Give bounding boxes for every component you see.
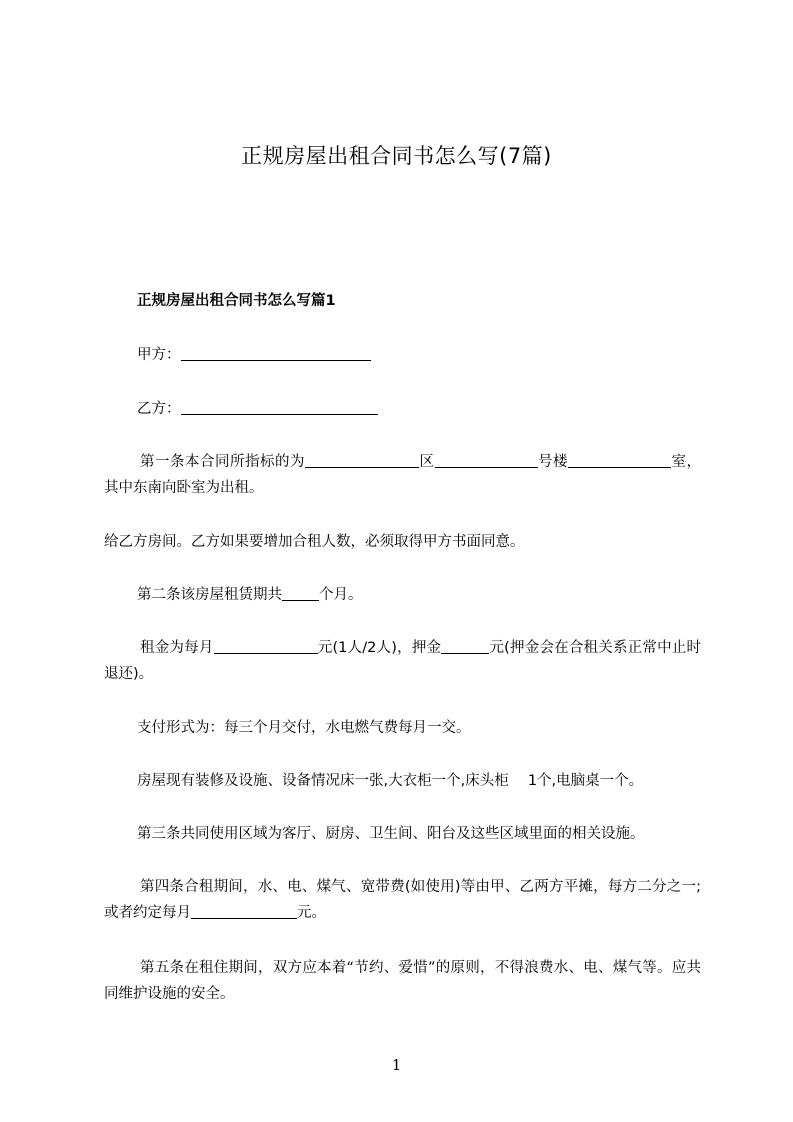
- clause-1-text-1: 第一条本合同所指标的为: [140, 454, 305, 470]
- rent-paragraph: [104, 635, 701, 687]
- page-number: 1: [391, 1056, 402, 1074]
- party-b-line: [137, 396, 734, 422]
- furnishing-paragraph: 房屋现有装修及设施、设备情况床一张,大衣柜一个,床头柜 1个,电脑桌一个。: [137, 773, 644, 789]
- clause-2-text: 第二条该房屋租赁期共: [137, 587, 282, 603]
- clause-3-paragraph: 第三条共同使用区域为客厅、厨房、卫生间、阳台及这些区域里面的相关设施。: [137, 826, 645, 842]
- clause-1-text-2: 区: [419, 454, 435, 470]
- room-blank: [568, 451, 671, 468]
- party-b-blank: [181, 398, 378, 415]
- building-blank: [435, 451, 538, 468]
- document-title: 正规房屋出租合同书怎么写(7篇): [241, 144, 552, 168]
- clause-1-text-3: 号楼: [537, 454, 568, 470]
- clause-1-text-4: 室，其中东南向卧室为出租。: [104, 454, 701, 496]
- lease-term-blank: [282, 584, 319, 601]
- clause-2-line: [137, 582, 734, 608]
- clause-2-end: 个月。: [319, 587, 363, 603]
- party-a-line: [137, 342, 734, 368]
- district-blank: [305, 451, 419, 468]
- party-a-label: 甲方：: [137, 347, 181, 363]
- clause-4-text-2: 元。: [297, 905, 326, 921]
- clause-4-text-1: 第四条合租期间，水、电、煤气、宽带费(如使用)等由甲、乙两方平摊，每方二分之一;或者约定每月: [104, 879, 701, 921]
- party-a-blank: [181, 344, 371, 361]
- section-heading: 正规房屋出租合同书怎么写篇1: [137, 293, 336, 309]
- rent-text-1: 租金为每月: [140, 640, 214, 656]
- clause-1-continued: 给乙方房间。乙方如果要增加合租人数，必须取得甲方书面同意。: [104, 534, 525, 550]
- payment-paragraph: 支付形式为：每三个月交付，水电燃气费每月一交。: [137, 720, 471, 736]
- clause-5-paragraph: 第五条在租住期间，双方应本着“节约、爱惜”的原则，不得浪费水、电、煤气等。应共同维护设施的安全。: [104, 960, 701, 1002]
- rent-text-2: 元(1人/2人)，押金: [317, 640, 442, 656]
- party-b-label: 乙方：: [137, 401, 181, 417]
- clause-4-paragraph: [104, 874, 701, 926]
- deposit-blank: [441, 637, 489, 654]
- rent-text-3: 元(押金会在合租关系正常中止时退还)。: [104, 640, 701, 682]
- clause-1-paragraph: [104, 449, 701, 501]
- monthly-rent-blank: [214, 637, 318, 654]
- utility-fee-blank: [191, 902, 297, 919]
